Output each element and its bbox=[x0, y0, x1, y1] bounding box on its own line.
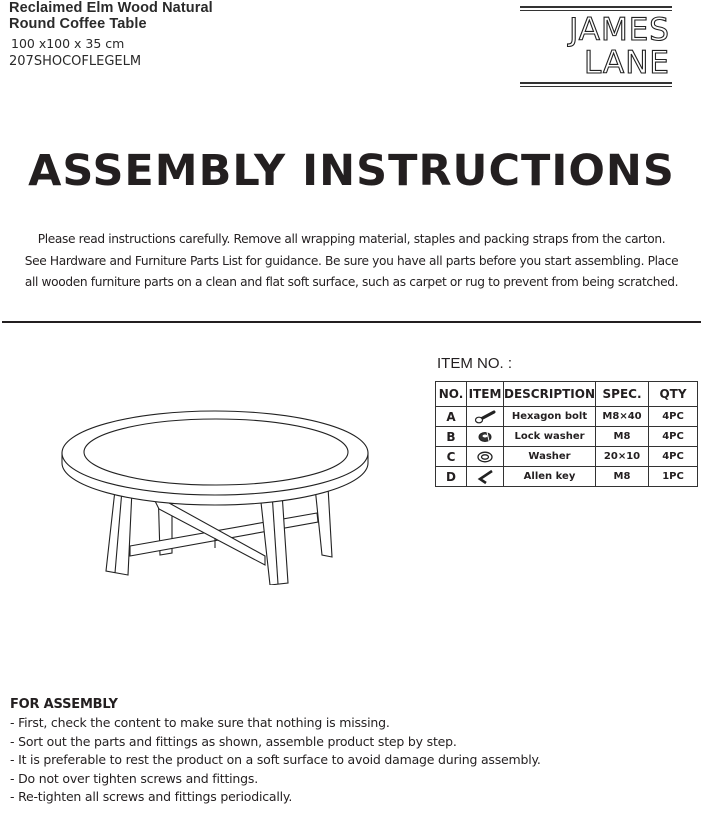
part-description: Allen key bbox=[504, 467, 596, 487]
allen-key-icon bbox=[473, 469, 497, 485]
product-info bbox=[9, 0, 213, 71]
part-description: Lock washer bbox=[504, 427, 596, 447]
part-description: Washer bbox=[504, 447, 596, 467]
header-spec: SPEC. bbox=[596, 382, 649, 407]
assembly-title: FOR ASSEMBLY bbox=[10, 697, 118, 712]
part-qty: 4PC bbox=[649, 407, 698, 427]
part-no: D bbox=[436, 467, 467, 487]
part-spec: M8 bbox=[596, 427, 649, 447]
parts-table-header bbox=[436, 382, 698, 407]
header-no: NO. bbox=[436, 382, 467, 407]
intro-line: Please read instructions carefully. Remove all wrapping material, staples and packing straps from the carton. bbox=[37, 232, 666, 246]
logo-rule bbox=[520, 86, 672, 87]
part-no: B bbox=[436, 427, 467, 447]
part-qty: 4PC bbox=[649, 447, 698, 467]
header-qty: QTY bbox=[649, 382, 698, 407]
tabletop-inset bbox=[84, 419, 348, 485]
assembly-note: - Do not over tighten screws and fittings. bbox=[10, 770, 258, 786]
logo-rule bbox=[520, 82, 672, 84]
logo-word-james: JAMES bbox=[569, 12, 670, 48]
part-spec: 20×10 bbox=[596, 447, 649, 467]
assembly-note: - It is preferable to rest the product on a soft surface to avoid damage during assembly. bbox=[10, 752, 541, 767]
table-leg-front-right bbox=[260, 493, 288, 585]
table-leg-front-left bbox=[106, 490, 132, 575]
parts-table bbox=[435, 381, 698, 487]
product-dimensions: 100 x100 x 35 cm bbox=[11, 36, 125, 51]
washer-icon bbox=[473, 450, 497, 464]
product-name-line2: Round Coffee Table bbox=[9, 16, 147, 32]
logo-rule bbox=[520, 10, 672, 11]
table-row bbox=[436, 447, 698, 467]
brand-logo bbox=[520, 4, 672, 90]
hexagon-bolt-icon bbox=[473, 410, 497, 424]
assembly-notes bbox=[10, 696, 541, 807]
intro-line: all wooden furniture parts on a clean and flat soft surface, such as carpet or rug to prevent from being scratched. bbox=[24, 275, 679, 289]
table-row bbox=[436, 407, 698, 427]
intro-paragraph bbox=[0, 229, 703, 294]
round-coffee-table-drawing bbox=[60, 405, 370, 585]
part-spec: M8 bbox=[596, 467, 649, 487]
lock-washer-icon bbox=[473, 430, 497, 444]
table-row bbox=[436, 427, 698, 447]
header-item: ITEM bbox=[467, 382, 504, 407]
assembly-note: - Re-tighten all screws and fittings periodically. bbox=[10, 789, 293, 804]
part-spec: M8×40 bbox=[596, 407, 649, 427]
part-no: A bbox=[436, 407, 467, 427]
assembly-note: - First, check the content to make sure that nothing is missing. bbox=[10, 715, 390, 730]
logo-rule bbox=[520, 6, 672, 8]
item-no-label: ITEM NO. : bbox=[437, 355, 512, 372]
section-divider bbox=[2, 321, 701, 323]
logo-word-lane: LANE bbox=[584, 45, 670, 81]
assembly-note: - Sort out the parts and fittings as shown, assemble product step by step. bbox=[10, 733, 457, 749]
intro-line: See Hardware and Furniture Parts List for guidance. Be sure you have all parts before you start assembling. Place bbox=[24, 253, 679, 268]
part-description: Hexagon bolt bbox=[504, 407, 596, 427]
product-name-line1: Reclaimed Elm Wood Natural bbox=[9, 0, 213, 16]
product-sku: 207SHOCOFLEGELM bbox=[9, 54, 142, 69]
part-no: C bbox=[436, 447, 467, 467]
table-row bbox=[436, 467, 698, 487]
header-description: DESCRIPTION bbox=[504, 382, 596, 407]
page-title: ASSEMBLY INSTRUCTIONS bbox=[28, 146, 675, 196]
part-qty: 1PC bbox=[649, 467, 698, 487]
part-qty: 4PC bbox=[649, 427, 698, 447]
